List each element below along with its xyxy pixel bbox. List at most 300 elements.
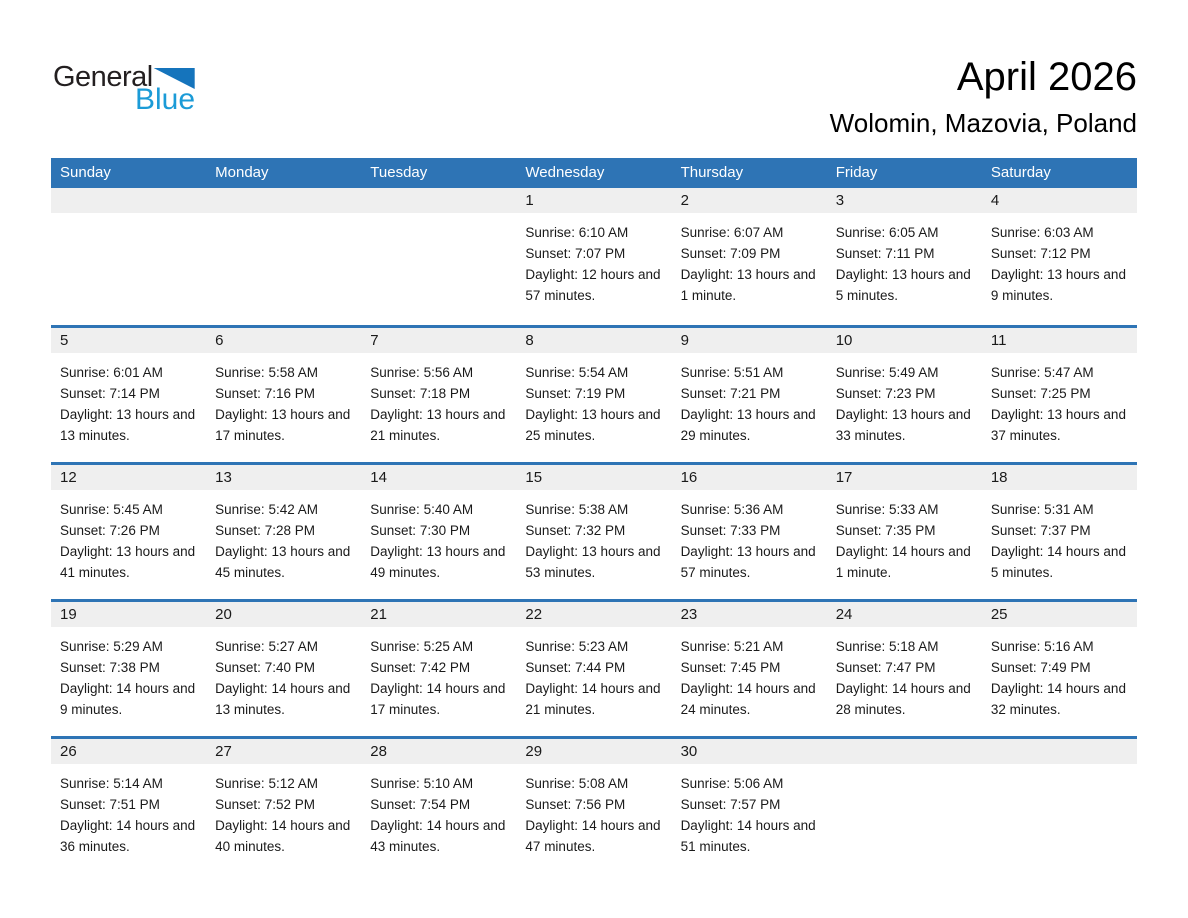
sunrise-label: Sunrise: [990, 502, 1041, 517]
daylight-label: Daylight: [60, 407, 113, 422]
day-body-cell-6 [206, 353, 361, 446]
day-number-cell-10 [827, 328, 982, 353]
day-body-cell-18 [982, 490, 1137, 583]
daylight-label: Daylight: [525, 818, 578, 833]
sunset-value: 7:32 PM [574, 523, 626, 538]
day-number-cell-25 [982, 602, 1137, 627]
sunset-line [681, 383, 819, 404]
day-number-cell-12 [51, 465, 206, 490]
day-number: 27 [215, 743, 232, 760]
daylight-line [370, 678, 508, 720]
daylight-value: 13 hours and 29 minutes. [680, 407, 816, 443]
daylight-value: 14 hours and 40 minutes. [215, 818, 351, 854]
day-number: 26 [60, 743, 77, 760]
daylight-line [215, 404, 353, 446]
sunset-label: Sunset: [525, 386, 572, 401]
sunset-line [215, 520, 353, 541]
day-number: 20 [215, 606, 232, 623]
day-number-strip [51, 188, 1137, 213]
sunset-line [991, 243, 1129, 264]
sunrise-label: Sunrise: [215, 365, 265, 380]
sunset-label: Sunset: [525, 523, 572, 538]
day-number-strip [51, 465, 1137, 490]
sunrise-value: 5:31 AM [1044, 502, 1094, 517]
daylight-line [525, 404, 663, 446]
daylight-value: 13 hours and 53 minutes. [525, 544, 661, 580]
daylight-line [836, 678, 974, 720]
daylight-label: Daylight: [680, 267, 734, 282]
sunset-value: 7:42 PM [419, 660, 471, 675]
sunset-value: 7:28 PM [264, 523, 315, 538]
daylight-value: 13 hours and 9 minutes. [990, 267, 1126, 303]
sunset-line [370, 520, 508, 541]
weekday-header-saturday: Saturday [990, 164, 1051, 181]
daylight-line [991, 264, 1129, 306]
sunset-line [836, 520, 974, 541]
day-number-cell-2 [672, 188, 827, 213]
sunrise-line [836, 362, 974, 383]
sunrise-label: Sunrise: [990, 639, 1041, 654]
day-number-cell-21 [361, 602, 516, 627]
sunrise-label: Sunrise: [370, 639, 420, 654]
sunrise-label: Sunrise: [370, 365, 420, 380]
sunrise-value: 5:36 AM [733, 502, 784, 517]
sunset-value: 7:33 PM [730, 523, 781, 538]
sunset-label: Sunset: [835, 386, 882, 401]
sunset-label: Sunset: [370, 523, 417, 538]
daylight-label: Daylight: [370, 681, 423, 696]
sunrise-label: Sunrise: [370, 502, 420, 517]
daylight-value: 13 hours and 37 minutes. [990, 407, 1126, 443]
day-body-cell-10 [827, 353, 982, 446]
sunrise-line [215, 499, 353, 520]
day-number: 9 [680, 332, 689, 349]
sunset-line [681, 243, 819, 264]
daylight-value: 14 hours and 47 minutes. [525, 818, 661, 854]
sunset-value: 7:51 PM [109, 797, 160, 812]
daylight-label: Daylight: [680, 407, 734, 422]
sunrise-line [836, 222, 974, 243]
sunset-line [370, 383, 508, 404]
sunrise-value: 5:56 AM [423, 365, 474, 380]
sunset-value: 7:07 PM [574, 246, 626, 261]
sunrise-value: 5:16 AM [1044, 639, 1094, 654]
sunrise-label: Sunrise: [60, 502, 110, 517]
sunset-value: 7:16 PM [264, 386, 315, 401]
daylight-line [681, 541, 819, 583]
day-number-cell-9 [672, 328, 827, 353]
sunset-label: Sunset: [60, 660, 106, 675]
day-number-cell-5 [51, 328, 206, 353]
day-body-cell-19 [51, 627, 206, 720]
day-number-cell-1 [516, 188, 671, 213]
sunrise-value: 5:23 AM [578, 639, 629, 654]
daylight-line [525, 678, 663, 720]
sunset-value: 7:47 PM [885, 660, 936, 675]
sunset-label: Sunset: [990, 523, 1037, 538]
sunrise-value: 5:49 AM [889, 365, 939, 380]
daylight-line [991, 678, 1129, 720]
daylight-label: Daylight: [990, 407, 1044, 422]
logo-blue-text: Blue [135, 83, 196, 116]
daylight-line [525, 264, 663, 306]
day-number: 6 [215, 332, 224, 349]
daylight-value: 14 hours and 43 minutes. [370, 818, 506, 854]
calendar-table [51, 158, 1137, 873]
day-body-cell-13 [206, 490, 361, 583]
sunset-label: Sunset: [680, 386, 727, 401]
day-number-cell-22 [516, 602, 671, 627]
sunrise-line [681, 222, 819, 243]
daylight-value: 14 hours and 17 minutes. [370, 681, 506, 717]
daylight-label: Daylight: [990, 267, 1044, 282]
day-number: 19 [60, 606, 77, 623]
sunset-value: 7:09 PM [730, 246, 781, 261]
daylight-value: 14 hours and 9 minutes. [60, 681, 196, 717]
weekday-header-row [51, 158, 1137, 188]
sunset-value: 7:37 PM [1040, 523, 1091, 538]
day-number: 5 [60, 332, 69, 349]
day-body-cell-12 [51, 490, 206, 583]
daylight-value: 13 hours and 49 minutes. [370, 544, 506, 580]
sunrise-label: Sunrise: [525, 776, 575, 791]
day-body-strip [51, 627, 1137, 720]
day-body-cell-4 [982, 213, 1137, 306]
sunrise-line [215, 636, 353, 657]
day-number-cell-empty [206, 188, 361, 213]
sunset-label: Sunset: [370, 660, 417, 675]
daylight-label: Daylight: [990, 681, 1044, 696]
sunrise-line [681, 773, 819, 794]
day-body-cell-30 [672, 764, 827, 857]
weekday-header-thursday: Thursday [680, 164, 744, 181]
sunrise-label: Sunrise: [215, 776, 265, 791]
sunrise-value: 5:29 AM [113, 639, 163, 654]
sunset-line [991, 383, 1129, 404]
sunrise-label: Sunrise: [370, 776, 420, 791]
day-number: 24 [835, 606, 853, 623]
day-number-cell-23 [672, 602, 827, 627]
day-body-cell-29 [516, 764, 671, 857]
daylight-label: Daylight: [835, 544, 889, 559]
daylight-value: 14 hours and 13 minutes. [215, 681, 351, 717]
daylight-label: Daylight: [215, 544, 268, 559]
sunrise-value: 5:06 AM [733, 776, 784, 791]
sunset-value: 7:56 PM [574, 797, 626, 812]
sunset-line [525, 520, 663, 541]
sunrise-label: Sunrise: [680, 639, 731, 654]
daylight-line [836, 264, 974, 306]
sunset-value: 7:38 PM [109, 660, 160, 675]
daylight-value: 14 hours and 32 minutes. [990, 681, 1126, 717]
day-number-cell-13 [206, 465, 361, 490]
sunset-label: Sunset: [60, 797, 106, 812]
sunset-label: Sunset: [215, 797, 261, 812]
sunset-label: Sunset: [680, 797, 727, 812]
sunrise-value: 6:07 AM [733, 225, 784, 240]
daylight-line [215, 815, 353, 857]
sunset-value: 7:35 PM [885, 523, 936, 538]
day-body-cell-empty [361, 213, 516, 306]
weekday-header-tuesday: Tuesday [370, 164, 428, 181]
day-number: 14 [370, 469, 387, 486]
sunset-value: 7:21 PM [730, 386, 781, 401]
daylight-line [525, 541, 663, 583]
day-body-strip [51, 213, 1137, 306]
sunset-line [836, 383, 974, 404]
sunrise-value: 5:47 AM [1044, 365, 1094, 380]
day-number: 10 [835, 332, 853, 349]
daylight-value: 14 hours and 1 minute. [835, 544, 971, 580]
sunset-line [681, 520, 819, 541]
daylight-label: Daylight: [215, 407, 268, 422]
day-number-cell-16 [672, 465, 827, 490]
sunrise-label: Sunrise: [215, 639, 265, 654]
week-row-1 [51, 188, 1137, 325]
sunset-value: 7:44 PM [574, 660, 626, 675]
sunrise-line [60, 362, 198, 383]
sunset-line [836, 657, 974, 678]
weekday-header-sunday: Sunday [60, 164, 111, 181]
day-number-cell-27 [206, 739, 361, 764]
sunrise-line [60, 636, 198, 657]
day-number-cell-28 [361, 739, 516, 764]
sunset-label: Sunset: [990, 660, 1037, 675]
day-number: 12 [60, 469, 77, 486]
week-row-2 [51, 325, 1137, 462]
sunset-line [681, 794, 819, 815]
sunset-line [60, 383, 198, 404]
daylight-line [60, 815, 198, 857]
sunrise-line [991, 362, 1129, 383]
sunrise-line [681, 362, 819, 383]
daylight-value: 13 hours and 57 minutes. [680, 544, 816, 580]
day-body-cell-5 [51, 353, 206, 446]
daylight-value: 14 hours and 51 minutes. [680, 818, 816, 854]
sunrise-line [991, 636, 1129, 657]
sunrise-line [215, 773, 353, 794]
sunrise-label: Sunrise: [680, 776, 731, 791]
day-body-cell-empty [982, 764, 1137, 857]
day-number: 23 [680, 606, 698, 623]
sunset-label: Sunset: [525, 246, 572, 261]
day-body-cell-2 [672, 213, 827, 306]
day-number-cell-empty [361, 188, 516, 213]
sunrise-label: Sunrise: [525, 365, 575, 380]
sunrise-value: 5:54 AM [578, 365, 629, 380]
daylight-label: Daylight: [680, 818, 734, 833]
sunrise-label: Sunrise: [525, 502, 575, 517]
sunset-label: Sunset: [60, 523, 106, 538]
day-number-cell-8 [516, 328, 671, 353]
sunrise-label: Sunrise: [680, 365, 731, 380]
sunrise-label: Sunrise: [60, 639, 110, 654]
sunset-label: Sunset: [60, 386, 106, 401]
header-titles [830, 0, 1137, 137]
day-number-cell-3 [827, 188, 982, 213]
day-number: 7 [370, 332, 379, 349]
page-subtitle: Wolomin, Mazovia, Poland [829, 108, 1137, 138]
sunset-label: Sunset: [680, 523, 727, 538]
sunrise-value: 5:21 AM [733, 639, 784, 654]
sunrise-value: 5:25 AM [423, 639, 474, 654]
day-number: 30 [680, 743, 698, 760]
sunrise-value: 6:10 AM [578, 225, 629, 240]
daylight-line [681, 404, 819, 446]
daylight-label: Daylight: [60, 544, 113, 559]
daylight-line [681, 678, 819, 720]
sunrise-line [60, 773, 198, 794]
sunrise-label: Sunrise: [60, 776, 110, 791]
sunset-value: 7:45 PM [730, 660, 781, 675]
day-number-cell-empty [982, 739, 1137, 764]
sunset-line [836, 243, 974, 264]
sunrise-line [215, 362, 353, 383]
daylight-line [370, 404, 508, 446]
sunset-label: Sunset: [835, 246, 882, 261]
day-number-cell-7 [361, 328, 516, 353]
day-number-cell-4 [982, 188, 1137, 213]
day-body-cell-empty [827, 764, 982, 857]
sunset-label: Sunset: [990, 246, 1037, 261]
sunrise-value: 5:38 AM [578, 502, 629, 517]
sunset-value: 7:11 PM [885, 246, 935, 261]
daylight-label: Daylight: [215, 681, 268, 696]
sunrise-label: Sunrise: [525, 225, 575, 240]
day-body-cell-7 [361, 353, 516, 446]
sunset-label: Sunset: [370, 797, 417, 812]
sunrise-value: 5:08 AM [578, 776, 629, 791]
sunset-value: 7:54 PM [419, 797, 471, 812]
sunset-value: 7:25 PM [1040, 386, 1091, 401]
day-number: 28 [370, 743, 387, 760]
day-number-cell-18 [982, 465, 1137, 490]
sunrise-value: 5:27 AM [268, 639, 318, 654]
day-number: 3 [835, 192, 845, 209]
sunrise-label: Sunrise: [990, 225, 1041, 240]
daylight-value: 13 hours and 25 minutes. [525, 407, 661, 443]
daylight-label: Daylight: [370, 407, 423, 422]
day-body-cell-21 [361, 627, 516, 720]
daylight-label: Daylight: [215, 818, 268, 833]
sunrise-value: 5:33 AM [889, 502, 939, 517]
daylight-label: Daylight: [835, 407, 889, 422]
day-number: 15 [525, 469, 543, 486]
daylight-value: 13 hours and 17 minutes. [215, 407, 351, 443]
weekday-header-friday: Friday [835, 164, 878, 181]
daylight-line [215, 541, 353, 583]
day-body-strip [51, 764, 1137, 857]
sunset-line [60, 794, 198, 815]
daylight-value: 13 hours and 41 minutes. [60, 544, 196, 580]
sunset-label: Sunset: [680, 246, 727, 261]
daylight-value: 14 hours and 28 minutes. [835, 681, 971, 717]
day-body-cell-14 [361, 490, 516, 583]
day-body-cell-24 [827, 627, 982, 720]
sunrise-line [525, 636, 663, 657]
sunrise-value: 5:42 AM [268, 502, 318, 517]
daylight-label: Daylight: [525, 267, 578, 282]
sunrise-label: Sunrise: [680, 502, 731, 517]
day-body-cell-25 [982, 627, 1137, 720]
sunset-line [370, 657, 508, 678]
daylight-line [60, 541, 198, 583]
week-row-4 [51, 599, 1137, 736]
week-row-3 [51, 462, 1137, 599]
sunrise-value: 5:12 AM [268, 776, 318, 791]
calendar-weeks [51, 188, 1137, 873]
day-number-cell-30 [672, 739, 827, 764]
day-body-cell-9 [672, 353, 827, 446]
sunset-label: Sunset: [525, 797, 572, 812]
day-body-strip [51, 353, 1137, 446]
day-number: 17 [835, 469, 853, 486]
day-number-cell-11 [982, 328, 1137, 353]
day-number-cell-6 [206, 328, 361, 353]
sunset-line [215, 383, 353, 404]
daylight-label: Daylight: [680, 544, 734, 559]
sunset-line [370, 794, 508, 815]
weekday-header-monday: Monday [215, 164, 269, 181]
sunset-line [991, 657, 1129, 678]
sunset-label: Sunset: [370, 386, 417, 401]
daylight-value: 13 hours and 1 minute. [680, 267, 816, 303]
sunrise-line [991, 222, 1129, 243]
day-number-cell-empty [51, 188, 206, 213]
daylight-value: 14 hours and 36 minutes. [60, 818, 196, 854]
sunset-value: 7:49 PM [1040, 660, 1091, 675]
daylight-line [836, 541, 974, 583]
sunset-label: Sunset: [680, 660, 727, 675]
sunrise-value: 5:58 AM [268, 365, 318, 380]
page-title: April 2026 [956, 55, 1137, 99]
sunrise-line [681, 499, 819, 520]
day-body-cell-17 [827, 490, 982, 583]
day-number-cell-26 [51, 739, 206, 764]
day-number: 11 [990, 332, 1007, 349]
sunrise-line [370, 499, 508, 520]
sunset-line [525, 383, 663, 404]
daylight-line [836, 404, 974, 446]
daylight-label: Daylight: [835, 267, 889, 282]
sunrise-line [525, 773, 663, 794]
day-body-cell-3 [827, 213, 982, 306]
sunset-value: 7:19 PM [574, 386, 626, 401]
sunrise-line [370, 636, 508, 657]
day-number: 16 [680, 469, 698, 486]
day-body-cell-15 [516, 490, 671, 583]
daylight-label: Daylight: [60, 818, 113, 833]
day-body-cell-11 [982, 353, 1137, 446]
sunset-value: 7:52 PM [264, 797, 315, 812]
sunset-value: 7:57 PM [730, 797, 781, 812]
daylight-line [991, 541, 1129, 583]
day-number: 4 [990, 192, 1000, 209]
sunrise-value: 5:45 AM [113, 502, 163, 517]
day-body-cell-22 [516, 627, 671, 720]
sunset-value: 7:26 PM [109, 523, 160, 538]
daylight-label: Daylight: [525, 681, 578, 696]
day-number-strip [51, 602, 1137, 627]
daylight-value: 12 hours and 57 minutes. [525, 267, 661, 303]
day-body-cell-23 [672, 627, 827, 720]
daylight-line [60, 404, 198, 446]
day-number-strip [51, 739, 1137, 764]
sunrise-line [370, 362, 508, 383]
daylight-value: 14 hours and 24 minutes. [680, 681, 816, 717]
day-number: 2 [680, 192, 689, 209]
daylight-value: 13 hours and 5 minutes. [835, 267, 971, 303]
